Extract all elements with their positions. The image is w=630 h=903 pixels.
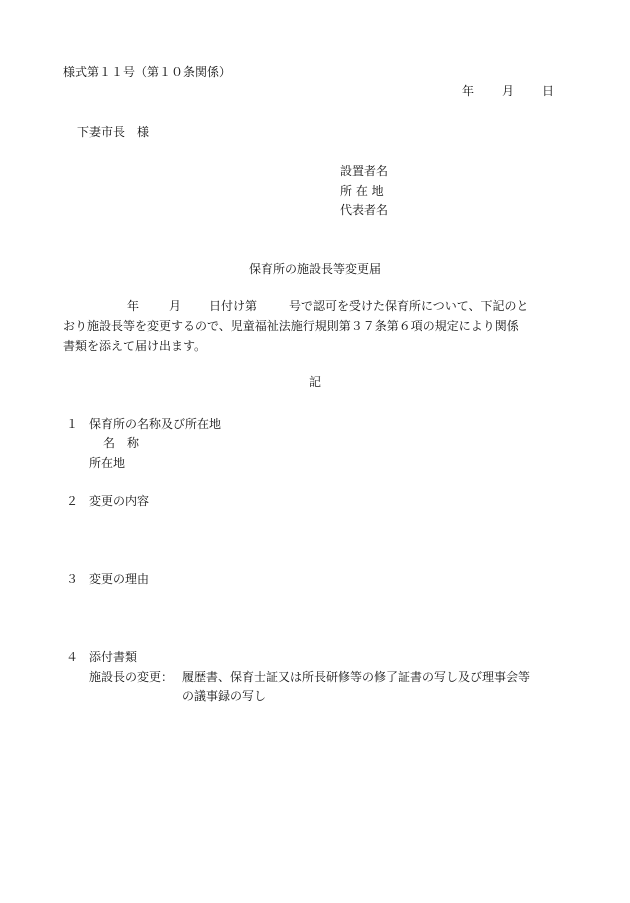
body-month: 月 bbox=[169, 299, 182, 313]
applicant-representative-label: 代表者名 bbox=[340, 203, 389, 217]
form-number: 様式第１１号（第１０条関係） bbox=[63, 65, 232, 79]
date-year: 年 bbox=[462, 84, 475, 98]
date-day: 日 bbox=[542, 84, 555, 98]
section4-heading: 添付書類 bbox=[89, 650, 138, 664]
date-line bbox=[462, 83, 554, 99]
section1-number: １ bbox=[66, 417, 79, 431]
ki-heading: 記 bbox=[308, 375, 321, 389]
section3-number: ３ bbox=[66, 572, 79, 586]
section2-heading: 変更の内容 bbox=[89, 494, 150, 508]
section1-address-label: 所在地 bbox=[89, 456, 126, 470]
document-title: 保育所の施設長等変更届 bbox=[248, 262, 381, 276]
body-year: 年 bbox=[127, 299, 140, 313]
body-line-1 bbox=[63, 296, 573, 316]
section3-heading: 変更の理由 bbox=[89, 572, 150, 586]
section4-number: ４ bbox=[66, 650, 79, 664]
section4-item-label: 施設長の変更： bbox=[89, 670, 174, 684]
body-rest-1: 号で認可を受けた保育所について、下記のと bbox=[289, 299, 529, 313]
section4-item-line-2: の議事録の写し bbox=[182, 689, 267, 703]
date-month: 月 bbox=[502, 84, 515, 98]
applicant-address-label: 所 在 地 bbox=[340, 184, 384, 198]
section2-number: ２ bbox=[66, 494, 79, 508]
addressee: 下妻市長 様 bbox=[77, 125, 150, 139]
body-day-dai: 日付け第 bbox=[209, 299, 258, 313]
body-paragraph bbox=[63, 296, 573, 356]
section4-item-line-1: 履歴書、保育士証又は所長研修等の修了証書の写し及び理事会等 bbox=[182, 670, 531, 684]
body-line-2: おり施設長等を変更するので、児童福祉法施行規則第３７条第６項の規定により関係 bbox=[63, 319, 519, 333]
applicant-name-label: 設置者名 bbox=[340, 164, 389, 178]
section1-heading: 保育所の名称及び所在地 bbox=[89, 417, 222, 431]
body-line-3: 書類を添えて届け出ます。 bbox=[63, 339, 207, 353]
section1-name-label: 名 称 bbox=[103, 436, 140, 450]
